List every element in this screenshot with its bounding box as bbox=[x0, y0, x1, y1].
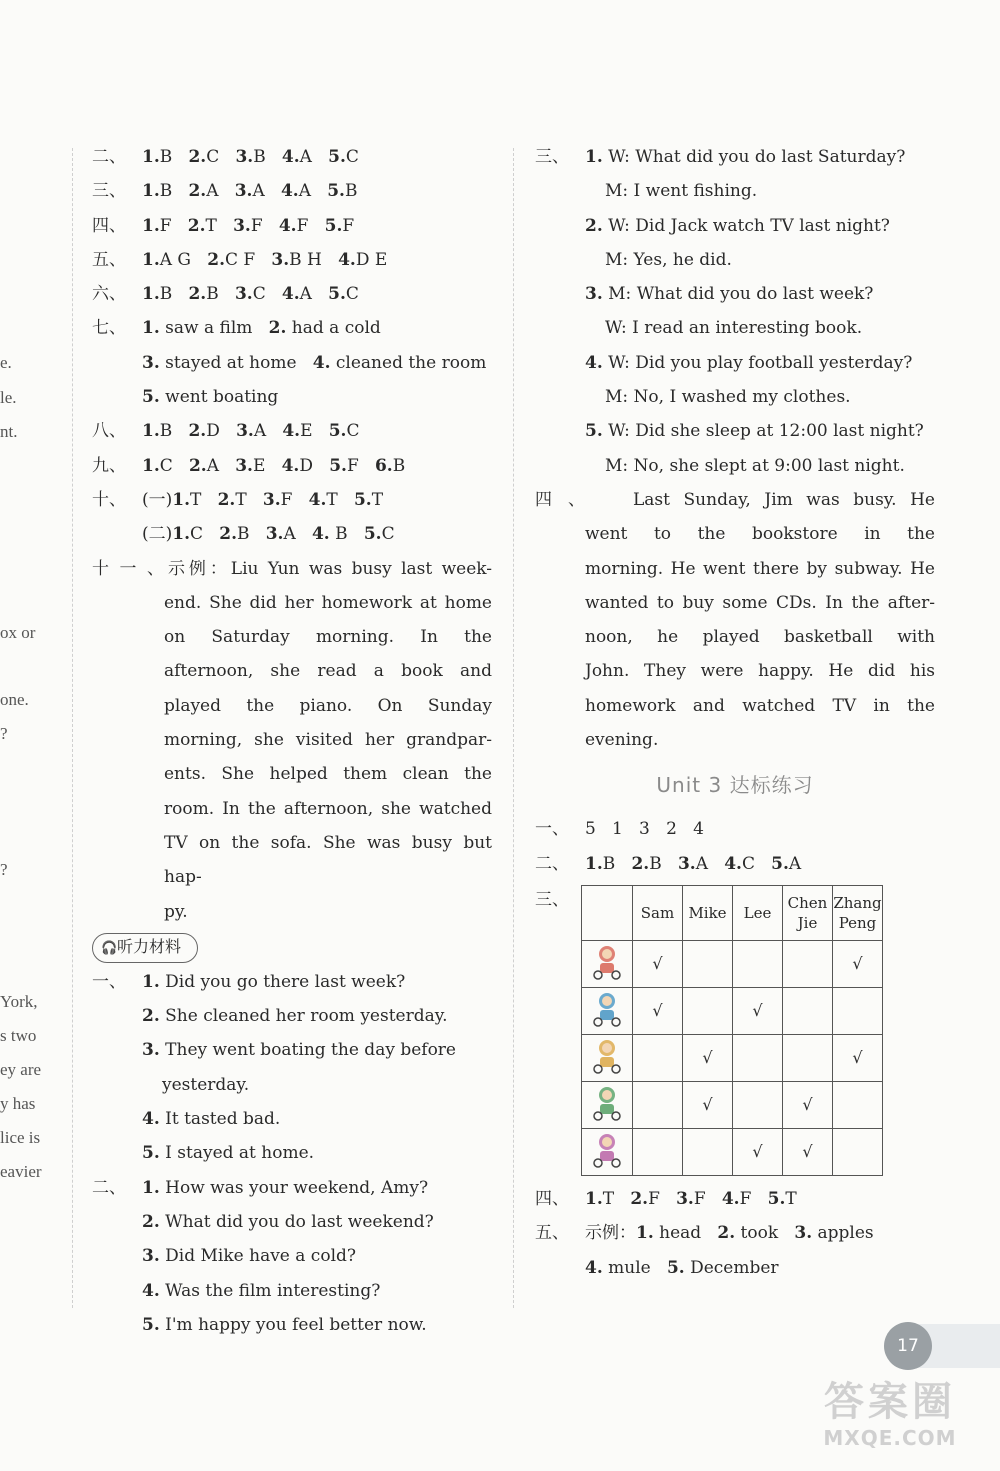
check-mark: √ bbox=[833, 1034, 883, 1081]
text-line bbox=[92, 792, 492, 826]
ghost-text: e. bbox=[0, 353, 12, 372]
listening-part-2 bbox=[92, 1171, 492, 1342]
unit-answers bbox=[535, 812, 935, 881]
empty-cell bbox=[783, 1034, 833, 1081]
section-label: 三、 bbox=[535, 147, 569, 167]
check-mark: √ bbox=[633, 940, 683, 987]
text-content: 2. W: Did Jack watch TV last night? bbox=[585, 215, 890, 236]
check-mark: √ bbox=[683, 1034, 733, 1081]
text-content: 4. W: Did you play football yesterday? bbox=[585, 352, 913, 373]
text-line bbox=[92, 723, 492, 757]
section-label: 二、 bbox=[535, 853, 569, 874]
text-line bbox=[535, 380, 935, 414]
ghost-text: ox or bbox=[0, 623, 36, 642]
answer-text: 5 1 3 2 4 bbox=[585, 819, 704, 840]
answer-text: 1.B 2.C 3.B 4.A 5.C bbox=[142, 147, 359, 167]
right-column bbox=[535, 140, 935, 1285]
section-label: 一、 bbox=[535, 819, 569, 840]
text-content: homework and watched TV in the bbox=[585, 695, 935, 716]
text-content: 4. It tasted bad. bbox=[142, 1109, 281, 1130]
empty-cell bbox=[783, 987, 833, 1034]
text-line bbox=[92, 1274, 492, 1308]
child-boating-icon bbox=[582, 1034, 633, 1081]
table-row bbox=[582, 1081, 883, 1128]
section-label: 九、 bbox=[92, 455, 126, 476]
text-content: noon, he played basketball with bbox=[585, 627, 935, 648]
unit-title: Unit 3 达标练习 bbox=[656, 773, 814, 798]
answer-list bbox=[92, 140, 492, 552]
text-line bbox=[92, 1136, 492, 1170]
check-table-block bbox=[535, 885, 935, 1176]
answer-line bbox=[535, 1216, 935, 1250]
text-line bbox=[92, 757, 492, 791]
text-content: M: I went fishing. bbox=[605, 181, 758, 202]
text-content: evening. bbox=[585, 730, 659, 751]
ghost-text: s two bbox=[0, 1026, 37, 1045]
empty-cell bbox=[783, 940, 833, 987]
text-line bbox=[535, 586, 935, 620]
answer-line bbox=[92, 483, 492, 517]
text-content: TV on the sofa. She was busy but hap- bbox=[164, 832, 492, 888]
empty-cell bbox=[733, 940, 783, 987]
column-rule-left bbox=[72, 148, 73, 1308]
answer-text: 1.B 2.A 3.A 4.A 5.B bbox=[142, 181, 358, 202]
section-label: 八、 bbox=[92, 421, 126, 442]
section-label: 十、 bbox=[92, 489, 126, 510]
text-line bbox=[535, 414, 935, 448]
text-content: end. She did her homework at home bbox=[164, 592, 492, 613]
text-content: afternoon, she read a book and bbox=[164, 661, 492, 682]
answer-text: 1. saw a film 2. had a cold bbox=[142, 318, 381, 339]
answer-line bbox=[92, 414, 492, 448]
watermark bbox=[790, 1378, 990, 1450]
text-line bbox=[535, 689, 935, 723]
check-mark: √ bbox=[733, 987, 783, 1034]
table-row bbox=[582, 987, 883, 1034]
ghost-text: York, bbox=[0, 992, 38, 1011]
answer-line bbox=[92, 140, 492, 174]
text-line bbox=[92, 586, 492, 620]
ghost-text: ey are bbox=[0, 1060, 42, 1079]
section-label: 二、 bbox=[92, 147, 126, 167]
empty-cell bbox=[633, 1128, 683, 1175]
text-line bbox=[92, 1239, 492, 1273]
answer-line bbox=[535, 1251, 935, 1285]
check-table bbox=[581, 885, 883, 1176]
text-line bbox=[92, 552, 492, 586]
empty-cell bbox=[833, 1081, 883, 1128]
empty-cell bbox=[633, 1081, 683, 1128]
text-content: 2. What did you do last weekend? bbox=[142, 1211, 434, 1232]
text-line bbox=[92, 1068, 492, 1102]
text-content: went to the bookstore in the bbox=[585, 524, 935, 545]
header-blank bbox=[582, 885, 633, 940]
unit-answers-tail bbox=[535, 1182, 935, 1285]
text-line bbox=[535, 209, 935, 243]
section-label: 一、 bbox=[92, 971, 126, 992]
text-line bbox=[535, 483, 935, 517]
text-content: 5. I stayed at home. bbox=[142, 1143, 315, 1164]
ghost-text: le. bbox=[0, 388, 17, 407]
watermark-logo: 答案圈 bbox=[824, 1379, 956, 1425]
answer-text: 1.B 2.B 3.C 4.A 5.C bbox=[142, 284, 359, 305]
text-content: 4. Was the film interesting? bbox=[142, 1280, 381, 1301]
text-content: W: I read an interesting book. bbox=[605, 318, 863, 339]
section-label: 六、 bbox=[92, 284, 126, 305]
section-label: 五、 bbox=[535, 1223, 569, 1244]
section-label: 三、 bbox=[92, 181, 126, 202]
text-content: on Saturday morning. In the bbox=[164, 627, 492, 648]
header-name: Lee bbox=[733, 885, 783, 940]
header-name: Mike bbox=[683, 885, 733, 940]
empty-cell bbox=[833, 1128, 883, 1175]
text-line bbox=[535, 346, 935, 380]
text-line bbox=[535, 277, 935, 311]
answer-line bbox=[535, 812, 935, 846]
check-mark: √ bbox=[783, 1081, 833, 1128]
text-line bbox=[92, 689, 492, 723]
text-content: room. In the afternoon, she watched bbox=[164, 798, 492, 819]
ghost-text: y has bbox=[0, 1094, 36, 1113]
text-content: M: Yes, he did. bbox=[605, 249, 732, 270]
text-line bbox=[535, 620, 935, 654]
table-header-row bbox=[582, 885, 883, 940]
check-mark: √ bbox=[783, 1128, 833, 1175]
text-line bbox=[92, 620, 492, 654]
text-line bbox=[92, 1205, 492, 1239]
text-content: 5. W: Did she sleep at 12:00 last night? bbox=[585, 421, 924, 442]
watermark-url: MXQE.COM bbox=[823, 1426, 957, 1450]
answer-text: 5. went boating bbox=[142, 387, 279, 408]
text-line bbox=[92, 826, 492, 895]
text-content: 示例：Liu Yun was busy last week- bbox=[164, 558, 492, 579]
empty-cell bbox=[683, 940, 733, 987]
text-content: yesterday. bbox=[162, 1074, 250, 1095]
text-content: 1. Did you go there last week? bbox=[142, 971, 406, 992]
empty-cell bbox=[633, 1034, 683, 1081]
ghost-text: ? bbox=[0, 724, 8, 743]
text-content: 3. They went boating the day before bbox=[142, 1040, 456, 1061]
answer-text: 1.B 2.B 3.A 4.C 5.A bbox=[585, 853, 802, 874]
text-line bbox=[535, 552, 935, 586]
ghost-text: ? bbox=[0, 860, 8, 879]
child-cleaning-icon bbox=[582, 1081, 633, 1128]
text-content: ents. She helped them clean the bbox=[164, 764, 492, 785]
section-label: 四、 bbox=[535, 489, 585, 510]
table-row bbox=[582, 1034, 883, 1081]
text-content: 1. How was your weekend, Amy? bbox=[142, 1177, 429, 1198]
text-content: morning, she visited her grandpar- bbox=[164, 730, 492, 751]
text-line bbox=[92, 654, 492, 688]
text-line bbox=[92, 1308, 492, 1342]
girl-reading-icon bbox=[582, 1128, 633, 1175]
answer-line bbox=[92, 243, 492, 277]
text-content: py. bbox=[164, 901, 188, 922]
headphones-icon: 🎧 bbox=[101, 940, 118, 956]
answer-line bbox=[535, 847, 935, 881]
text-line bbox=[535, 243, 935, 277]
section-label: 十一、 bbox=[92, 558, 164, 579]
answer-text: 1.F 2.T 3.F 4.F 5.F bbox=[142, 215, 355, 236]
answer-text: (一)1.T 2.T 3.F 4.T 5.T bbox=[142, 489, 384, 510]
empty-cell bbox=[733, 1081, 783, 1128]
column-rule-center bbox=[513, 148, 514, 1308]
text-line bbox=[535, 140, 935, 174]
section-label: 二、 bbox=[92, 1177, 126, 1198]
answer-line bbox=[535, 1182, 935, 1216]
answer-text: 1.B 2.D 3.A 4.E 5.C bbox=[142, 421, 360, 442]
page-number: 17 bbox=[884, 1322, 932, 1370]
answer-text: 1.C 2.A 3.E 4.D 5.F 6.B bbox=[142, 455, 406, 476]
header-name: Chen Jie bbox=[783, 885, 833, 940]
passage-script bbox=[535, 483, 935, 757]
text-line bbox=[92, 1102, 492, 1136]
text-content: 2. She cleaned her room yesterday. bbox=[142, 1006, 448, 1027]
text-line bbox=[535, 449, 935, 483]
answer-text: 4. mule 5. December bbox=[585, 1257, 779, 1278]
text-content: 3. Did Mike have a cold? bbox=[142, 1246, 356, 1267]
dialogue-script bbox=[535, 140, 935, 483]
answer-line bbox=[92, 209, 492, 243]
text-line bbox=[92, 895, 492, 929]
table-row bbox=[582, 1128, 883, 1175]
text-content: Last Sunday, Jim was busy. He bbox=[633, 489, 935, 510]
answer-text: 3. stayed at home 4. cleaned the room bbox=[142, 352, 487, 373]
answer-text: (二)1.C 2.B 3.A 4. B 5.C bbox=[142, 524, 395, 545]
text-content: M: No, she slept at 9:00 last night. bbox=[605, 455, 905, 476]
header-name: Zhang Peng bbox=[833, 885, 883, 940]
text-content: 5. I'm happy you feel better now. bbox=[142, 1314, 427, 1335]
text-line bbox=[535, 174, 935, 208]
answer-line bbox=[92, 277, 492, 311]
text-content: wanted to buy some CDs. In the after- bbox=[585, 592, 935, 613]
header-name: Sam bbox=[633, 885, 683, 940]
empty-cell bbox=[833, 987, 883, 1034]
previous-page-edge bbox=[0, 0, 60, 1300]
empty-cell bbox=[683, 1128, 733, 1175]
answer-line bbox=[92, 380, 492, 414]
section-label: 七、 bbox=[92, 318, 126, 339]
answer-line bbox=[92, 311, 492, 345]
ghost-text: eavier bbox=[0, 1162, 42, 1181]
listening-material-label: 🎧听力材料 bbox=[92, 933, 198, 963]
boy-bicycle-icon bbox=[582, 940, 633, 987]
text-content: M: No, I washed my clothes. bbox=[605, 387, 851, 408]
text-content: played the piano. On Sunday bbox=[164, 695, 492, 716]
left-column bbox=[92, 140, 492, 1342]
answer-line bbox=[92, 346, 492, 380]
check-mark: √ bbox=[633, 987, 683, 1034]
check-mark: √ bbox=[733, 1128, 783, 1175]
check-mark: √ bbox=[833, 940, 883, 987]
text-line bbox=[535, 654, 935, 688]
listening-part-1 bbox=[92, 965, 492, 1171]
text-content: 1. W: What did you do last Saturday? bbox=[585, 147, 906, 167]
section-label: 三、 bbox=[535, 889, 569, 910]
text-line bbox=[535, 723, 935, 757]
answer-text: 1.T 2.F 3.F 4.F 5.T bbox=[585, 1188, 797, 1209]
table-row bbox=[582, 940, 883, 987]
ghost-text: one. bbox=[0, 690, 29, 709]
text-line bbox=[92, 1171, 492, 1205]
child-fishing-icon bbox=[582, 987, 633, 1034]
section-label: 四、 bbox=[535, 1188, 569, 1209]
text-content: John. They were happy. He did his bbox=[585, 661, 935, 682]
text-content: 3. M: What did you do last week? bbox=[585, 284, 874, 305]
answer-line bbox=[92, 449, 492, 483]
section-label: 四、 bbox=[92, 215, 126, 236]
text-content: morning. He went there by subway. He bbox=[585, 558, 935, 579]
text-line bbox=[535, 517, 935, 551]
answer-text: 示例：1. head 2. took 3. apples bbox=[585, 1223, 874, 1244]
text-line bbox=[92, 1033, 492, 1067]
text-line bbox=[92, 999, 492, 1033]
answer-line bbox=[92, 174, 492, 208]
ghost-text: lice is bbox=[0, 1128, 41, 1147]
text-line bbox=[535, 311, 935, 345]
answer-line bbox=[92, 517, 492, 551]
empty-cell bbox=[683, 987, 733, 1034]
text-line bbox=[92, 965, 492, 999]
check-mark: √ bbox=[683, 1081, 733, 1128]
ghost-text: nt. bbox=[0, 422, 18, 441]
answer-text: 1.A G 2.C F 3.B H 4.D E bbox=[142, 249, 388, 270]
empty-cell bbox=[733, 1034, 783, 1081]
section-label: 五、 bbox=[92, 249, 126, 270]
writing-sample bbox=[92, 552, 492, 929]
